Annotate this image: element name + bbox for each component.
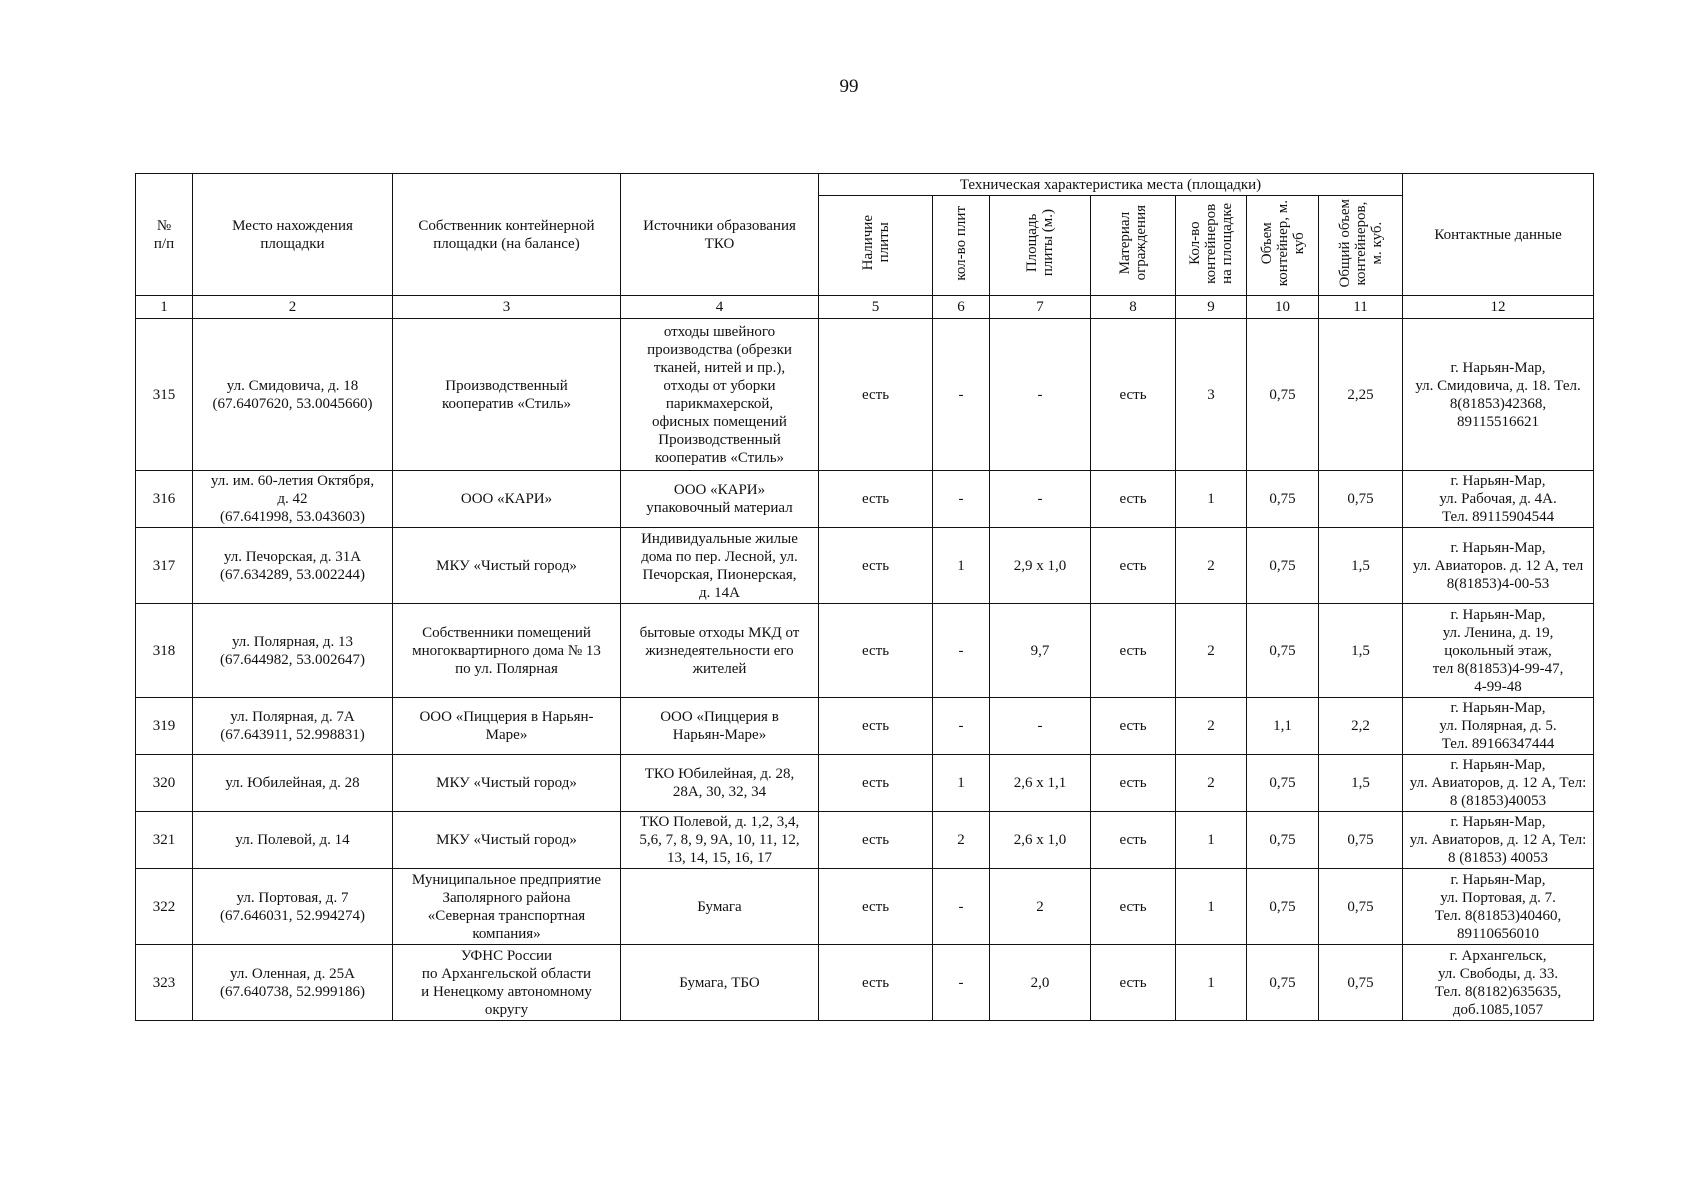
cell-fence: есть [1091,755,1176,812]
cell-containers: 1 [1176,471,1247,528]
cell-containers: 2 [1176,755,1247,812]
cell-plate-area: 2,6 х 1,0 [990,812,1091,869]
cell-contacts: г. Нарьян-Мар, ул. Ленина, д. 19, цокольный этаж, тел 8(81853)4-99-47, 4-99-48 [1403,604,1594,698]
cell-plates: есть [819,755,933,812]
cell-plate-area: 2,0 [990,945,1091,1021]
cell-total-volume: 1,5 [1319,528,1403,604]
header-tech-group: Техническая характеристика места (площадки) [819,174,1403,196]
cell-plate-count: - [933,698,990,755]
column-number: 2 [193,296,393,319]
cell-owner: Собственники помещений многоквартирного дома № 13 по ул. Полярная [393,604,621,698]
cell-plate-area: - [990,698,1091,755]
cell-plates: есть [819,528,933,604]
cell-location: ул. Смидовича, д. 18 (67.6407620, 53.0045660) [193,319,393,471]
cell-fence: есть [1091,812,1176,869]
cell-num: 317 [136,528,193,604]
cell-plates: есть [819,945,933,1021]
cell-total-volume: 1,5 [1319,604,1403,698]
table-row [136,471,1594,528]
column-number: 10 [1247,296,1319,319]
cell-plates: есть [819,604,933,698]
cell-owner: Производственный кооператив «Стиль» [393,319,621,471]
cell-total-volume: 0,75 [1319,471,1403,528]
column-number: 9 [1176,296,1247,319]
cell-containers: 1 [1176,945,1247,1021]
column-number: 4 [621,296,819,319]
cell-plate-area: 2,6 х 1,1 [990,755,1091,812]
cell-volume: 0,75 [1247,604,1319,698]
header-num: № п/п [136,174,193,296]
cell-location: ул. им. 60-летия Октября, д. 42 (67.641998, 53.043603) [193,471,393,528]
cell-owner: УФНС России по Архангельской области и Ненецкому автономному округу [393,945,621,1021]
cell-containers: 2 [1176,604,1247,698]
cell-plate-count: - [933,471,990,528]
cell-containers: 2 [1176,698,1247,755]
cell-num: 319 [136,698,193,755]
cell-num: 315 [136,319,193,471]
cell-volume: 0,75 [1247,755,1319,812]
table-header-row [136,174,1594,196]
cell-location: ул. Полярная, д. 13 (67.644982, 53.002647) [193,604,393,698]
cell-num: 316 [136,471,193,528]
table-row [136,869,1594,945]
cell-containers: 2 [1176,528,1247,604]
header-containers: Кол-во контейнеров на площадке [1176,196,1247,296]
column-number: 3 [393,296,621,319]
column-number: 12 [1403,296,1594,319]
cell-location: ул. Юбилейная, д. 28 [193,755,393,812]
cell-location: ул. Печорская, д. 31А (67.634289, 53.002244) [193,528,393,604]
cell-plate-area: 2 [990,869,1091,945]
cell-total-volume: 2,25 [1319,319,1403,471]
cell-volume: 0,75 [1247,812,1319,869]
cell-sources: ООО «Пиццерия в Нарьян-Маре» [621,698,819,755]
cell-plate-count: - [933,945,990,1021]
cell-plates: есть [819,319,933,471]
cell-plate-count: 1 [933,755,990,812]
container-sites-table [135,173,1594,1021]
cell-sources: Индивидуальные жилые дома по пер. Лесной, ул. Печорская, Пионерская, д. 14А [621,528,819,604]
cell-total-volume: 0,75 [1319,945,1403,1021]
cell-sources: ТКО Юбилейная, д. 28, 28А, 30, 32, 34 [621,755,819,812]
header-plate-area: Площадь плиты (м.) [990,196,1091,296]
header-contacts: Контактные данные [1403,174,1594,296]
cell-fence: есть [1091,869,1176,945]
cell-plates: есть [819,698,933,755]
column-number-row [136,296,1594,319]
cell-num: 321 [136,812,193,869]
cell-num: 320 [136,755,193,812]
cell-contacts: г. Нарьян-Мар, ул. Портовая, д. 7. Тел. 8(81853)40460, 89110656010 [1403,869,1594,945]
header-total-volume: Общий объем контейнеров, м. куб. [1319,196,1403,296]
cell-fence: есть [1091,604,1176,698]
cell-sources: Бумага, ТБО [621,945,819,1021]
header-volume: Объем контейнер, м. куб [1247,196,1319,296]
cell-contacts: г. Нарьян-Мар, ул. Авиаторов, д. 12 А, Тел: 8 (81853) 40053 [1403,812,1594,869]
column-number: 6 [933,296,990,319]
cell-total-volume: 0,75 [1319,812,1403,869]
cell-contacts: г. Нарьян-Мар, ул. Авиаторов, д. 12 А, Тел: 8 (81853)40053 [1403,755,1594,812]
cell-sources: бытовые отходы МКД от жизнедеятельности его жителей [621,604,819,698]
cell-contacts: г. Нарьян-Мар, ул. Авиаторов. д. 12 А, тел 8(81853)4-00-53 [1403,528,1594,604]
cell-sources: отходы швейного производства (обрезки тканей, нитей и пр.), отходы от уборки парикмахерской, офисных помещений Производственный кооператив «Стиль» [621,319,819,471]
cell-sources: ТКО Полевой, д. 1,2, 3,4, 5,6, 7, 8, 9, 9А, 10, 11, 12, 13, 14, 15, 16, 17 [621,812,819,869]
table-row [136,755,1594,812]
cell-num: 318 [136,604,193,698]
cell-owner: Муниципальное предприятие Заполярного района «Северная транспортная компания» [393,869,621,945]
table-row [136,604,1594,698]
cell-volume: 0,75 [1247,471,1319,528]
cell-owner: МКУ «Чистый город» [393,812,621,869]
column-number: 8 [1091,296,1176,319]
cell-contacts: г. Нарьян-Мар, ул. Рабочая, д. 4А. Тел. 89115904544 [1403,471,1594,528]
cell-total-volume: 1,5 [1319,755,1403,812]
table-row [136,319,1594,471]
cell-sources: Бумага [621,869,819,945]
cell-plate-count: 1 [933,528,990,604]
cell-fence: есть [1091,528,1176,604]
cell-location: ул. Портовая, д. 7 (67.646031, 52.994274) [193,869,393,945]
header-plate-count: кол-во плит [933,196,990,296]
table-row [136,812,1594,869]
cell-owner: ООО «Пиццерия в Нарьян- Маре» [393,698,621,755]
header-sources: Источники образования ТКО [621,174,819,296]
cell-owner: МКУ «Чистый город» [393,755,621,812]
column-number: 11 [1319,296,1403,319]
cell-plate-area: 9,7 [990,604,1091,698]
cell-contacts: г. Нарьян-Мар, ул. Полярная, д. 5. Тел. 89166347444 [1403,698,1594,755]
cell-contacts: г. Архангельск, ул. Свободы, д. 33. Тел. 8(8182)635635, доб.1085,1057 [1403,945,1594,1021]
cell-plate-count: - [933,319,990,471]
header-owner: Собственник контейнерной площадки (на балансе) [393,174,621,296]
cell-plate-area: 2,9 х 1,0 [990,528,1091,604]
cell-total-volume: 2,2 [1319,698,1403,755]
cell-plate-count: - [933,869,990,945]
cell-containers: 1 [1176,812,1247,869]
cell-fence: есть [1091,945,1176,1021]
header-plates: Наличие плиты [819,196,933,296]
cell-location: ул. Полевой, д. 14 [193,812,393,869]
cell-plates: есть [819,812,933,869]
header-location: Место нахождения площадки [193,174,393,296]
cell-plate-area: - [990,471,1091,528]
cell-plate-count: - [933,604,990,698]
cell-total-volume: 0,75 [1319,869,1403,945]
cell-num: 322 [136,869,193,945]
column-number: 7 [990,296,1091,319]
cell-contacts: г. Нарьян-Мар, ул. Смидовича, д. 18. Тел. 8(81853)42368, 89115516621 [1403,319,1594,471]
table-row [136,698,1594,755]
cell-owner: ООО «КАРИ» [393,471,621,528]
cell-containers: 3 [1176,319,1247,471]
cell-fence: есть [1091,698,1176,755]
column-number: 1 [136,296,193,319]
cell-num: 323 [136,945,193,1021]
cell-plate-area: - [990,319,1091,471]
cell-fence: есть [1091,319,1176,471]
cell-location: ул. Полярная, д. 7А (67.643911, 52.998831) [193,698,393,755]
column-number: 5 [819,296,933,319]
cell-fence: есть [1091,471,1176,528]
page-number: 99 [839,76,859,97]
table-row [136,945,1594,1021]
cell-volume: 1,1 [1247,698,1319,755]
cell-volume: 0,75 [1247,319,1319,471]
cell-location: ул. Оленная, д. 25А (67.640738, 52.999186) [193,945,393,1021]
cell-containers: 1 [1176,869,1247,945]
cell-volume: 0,75 [1247,945,1319,1021]
cell-volume: 0,75 [1247,528,1319,604]
cell-sources: ООО «КАРИ» упаковочный материал [621,471,819,528]
cell-plate-count: 2 [933,812,990,869]
cell-plates: есть [819,471,933,528]
cell-plates: есть [819,869,933,945]
cell-volume: 0,75 [1247,869,1319,945]
cell-owner: МКУ «Чистый город» [393,528,621,604]
header-fence: Материал ограждения [1091,196,1176,296]
table-row [136,528,1594,604]
